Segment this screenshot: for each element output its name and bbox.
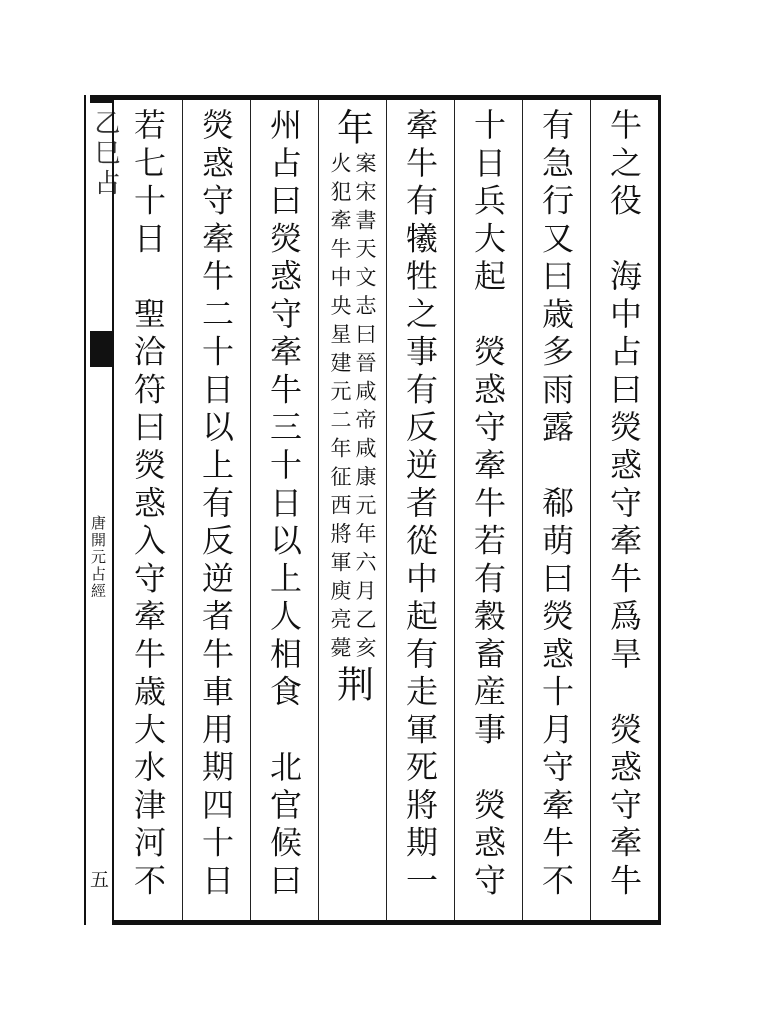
main-text: 荆 [330,665,374,709]
text-column [318,108,386,920]
text-column [114,108,182,920]
annotation-note [329,152,375,665]
main-text: 牽牛有犧牲之事有反逆者從中起有走軍死將期一 [401,108,439,901]
main-text: 十日兵大起 熒惑守牽牛若有穀畜産事 熒惑守 [469,108,507,901]
page-number: 五 [90,869,110,891]
main-text: 州占曰熒惑守牽牛三十日以上人相食 北官候曰 [265,108,303,901]
text-column [590,108,658,920]
main-text: 年 [330,108,374,152]
fold-margin [84,95,120,925]
fishtail-mark [90,331,112,367]
text-column [386,108,454,920]
text-column [454,108,522,920]
text-frame [112,95,661,925]
main-text: 熒惑守牽牛二十日以上有反逆者牛車用期四十日 [197,108,235,901]
fold-top-fragment: 乙巳占 [90,109,120,199]
main-text: 牛之役 海中占曰熒惑守牽牛爲旱 熒惑守牽牛 [605,108,643,901]
annotation-line: 火犯牽牛中央星建元二年征西將軍庾亮薨 [328,152,352,665]
text-column [250,108,318,920]
annotation-line: 案宋書天文志曰晉咸帝咸康元年六月乙亥 [353,152,377,665]
text-column [522,108,590,920]
fold-bar-top [90,95,112,103]
main-text: 有急行又曰歳多雨露 郗萌曰熒惑十月守牽牛不 [537,108,575,901]
main-text: 若七十日 聖洽符曰熒惑入守牽牛歳大水津河不 [129,108,167,901]
text-column [182,108,250,920]
book-title: 唐開元占經 [89,515,107,600]
